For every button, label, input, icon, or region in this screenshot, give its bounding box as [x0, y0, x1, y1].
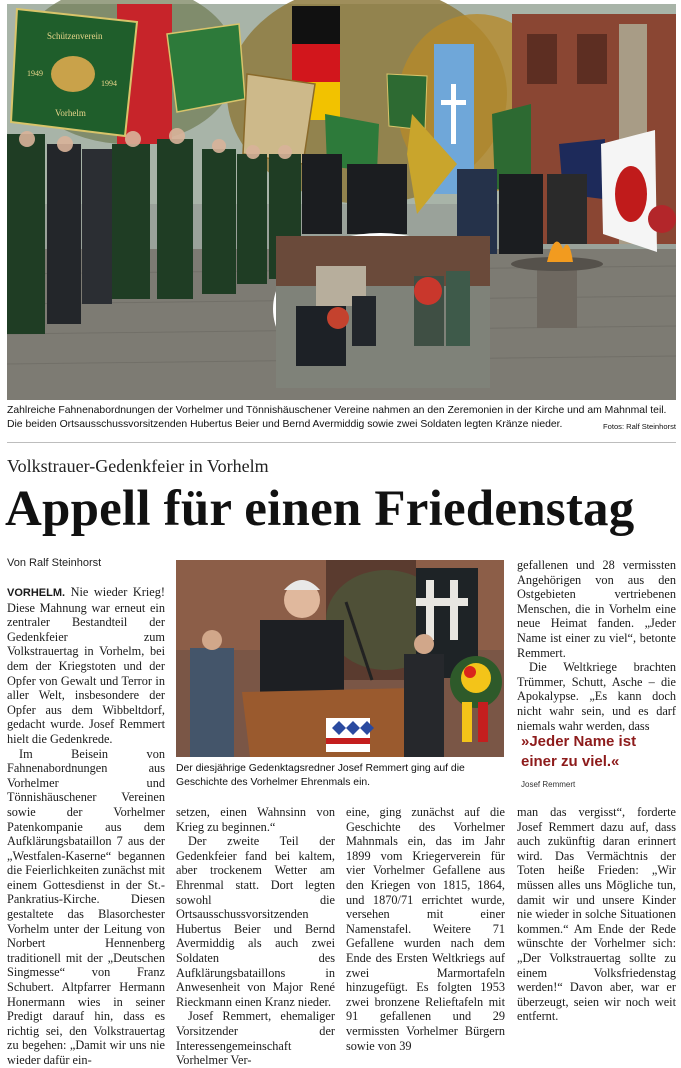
col1-paragraph-2: Im Beisein von Fahnenabordnungen aus Vorhelmer und Tönnishäuschener Vereinen sowie der Vorhelmer Patenkompanie aus dem Aufklärungsbataillon 7 aus der „Westfalen-Kaserne“ begannen die Feierlichkeiten zunächst mit einem Gottesdienst in der St.-Pankratius-Kirche. Diesen gestaltete das Blasorchester Vorhelm unter der Leitung von Norbert Hennenberg traditionell mit der „Deutschen Singmesse“ von Franz Schubert. Altpfarrer Hermann Honermann wies in seiner Predigt darauf hin, dass es richtig sei, den Volkstrauertag zu begehen: „Damit wir uns nie wieder dafür ein- [7, 746, 165, 1067]
inset-wreath-photo [273, 233, 487, 385]
article-column-4-top [517, 558, 676, 733]
article-column-3 [346, 805, 505, 1053]
pull-quote [521, 732, 676, 789]
article-kicker: Volkstrauer-Gedenkfeier in Vorhelm [7, 456, 269, 476]
col1-paragraph-1: Nie wieder Krieg! Diese Mahnung war erneut ein zentraler Bestandteil der Gedenkfeier zum Volkstrauertag in Vorhelm, bei dem der Kriegstoten und der Opfer von Gewalt und Terror in aller Welt, insbesondere der Opfer aus dem Wibbeltdorf, gedacht wurde. Josef Remmert hielt die Gedenkrede. [7, 585, 165, 746]
banner-text-1: Schützenverein [47, 31, 103, 41]
article-headline: Appell für einen Friedenstag [5, 481, 635, 537]
article-byline: Von Ralf Steinhorst [7, 557, 102, 569]
speaker-photo-caption: Der diesjährige Gedenktagsredner Josef Remmert ging auf die Geschichte des Vorhelmer Ehrenmals ein. [176, 763, 465, 788]
photo-credit: Fotos: Ralf Steinhorst [602, 422, 676, 431]
dateline: VORHELM. [7, 587, 66, 599]
speaker-photo [176, 560, 504, 757]
top-caption-text: Zahlreiche Fahnenabordnungen der Vorhelmer und Tönnishäuschener Vereine nahmen an den Zeremonien in der Kirche und am Mahnmal teil. Die beiden Ortsausschussvorsitzenden Hubertus Beier und Bernd Avermiddig sowie zwei Soldaten legten Kränze nieder. [7, 405, 667, 430]
article-column-1 [7, 585, 165, 1068]
col2-paragraph-1: setzen, einen Wahnsinn von Krieg zu beginnen.“ [176, 805, 335, 834]
article-column-2 [176, 805, 335, 1068]
top-photo-caption [7, 404, 676, 434]
col3-paragraph-1: eine, ging zunächst auf die Geschichte des Vorhelmer Mahnmals ein, das im Jahr 1899 vom Kriegerverein für vier Vorhelmer Gefallene aus den Kriegen von 1815, 1864, und 1870/71 errichtet wurde, versehen mit einer Namenstafel. Weitere 71 Gefallene wurden nach dem Ende des Ersten Weltkriegs auf zwei Marmortafeln hinzugefügt. Es folgten 1953 zwei bronzene Relieftafeln mit 91 gefallenen und 29 vermissten Vorhelmer Bürgern sowie von 39 [346, 805, 505, 1053]
article-column-4-bottom [517, 805, 676, 1024]
col4-paragraph-1: gefallenen und 28 vermissten Angehörigen von aus den Ostgebieten vertriebenen Menschen, die in Vorhelm eine neue Heimat fanden. „Jeder Name ist einer zu viel“, betonte Remmert. [517, 558, 676, 660]
col4-paragraph-3: man das vergisst“, forderte Josef Remmert dazu auf, dass auch zukünftig daran erinnert wird. Das Vermächtnis der Toten heiße Frieden: „Wir müssen alles uns Mögliche tun, damit wir und unsere Kinder nie wieder in solche Situationen kommen.“ Am Ende der Rede wünschte der Vorhelmer sich: „Der Volkstrauertag sollte zu einem Volksfriedenstag werden!“ Davon aber, war er überzeugt, seien wir noch weit entfernt. [517, 805, 676, 1024]
col2-paragraph-3: Josef Remmert, ehemaliger Vorsitzender der Interessengemeinschaft Vorhelmer Ver- [176, 1009, 335, 1068]
banner-text-2: Vorhelm [55, 108, 86, 118]
banner-year-a: 1949 [27, 69, 43, 78]
col4-paragraph-2: Die Weltkriege brachten Trümmer, Schutt, Asche – die Apokalypse. „Es kann doch nicht wahr sein, und es darf niemals wahr werden, dass [517, 660, 676, 733]
pull-quote-author: Josef Remmert [521, 780, 576, 789]
col2-paragraph-2: Der zweite Teil der Gedenkfeier fand bei kaltem, aber trockenem Wetter am Ehrenmal statt. Dort legten sowohl die Ortsausschussvorsitzenden Hubertus Beier und Bernd Avermiddig als auch zwei Soldaten des Aufklärungsbataillons in Anwesenheit von Major René Rieckmann einen Kranz nieder. [176, 834, 335, 1009]
banner-year-b: 1994 [101, 79, 117, 88]
pull-quote-text: »Jeder Name ist einer zu viel.« [521, 733, 637, 770]
divider [7, 442, 676, 443]
top-photo [7, 4, 676, 400]
